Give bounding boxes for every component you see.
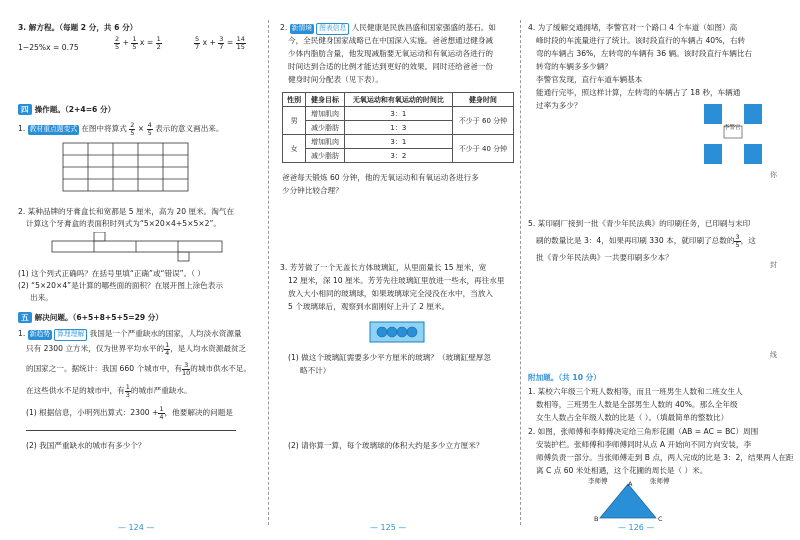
q5-line-3: 批《青少年民法典》一共要印刷多少本？	[536, 253, 673, 262]
table-cell: 增加肌肉	[306, 135, 345, 149]
binding-mark-1: 你	[770, 171, 777, 179]
table-cell: 3：1	[344, 107, 452, 121]
answer-line[interactable]	[26, 430, 236, 431]
q3-line-2: 12 厘米，深 10 厘米。芳芳先往玻璃缸里放进一些水，再往水里	[288, 276, 505, 285]
table-cell: 减少脂肪	[306, 121, 345, 135]
q5-sub-1: (1) 根据信息，小明列出算式：2300 + $\frac{1}{4}$ ，他要解决的问题是	[26, 405, 233, 421]
q2-sub-1: (1) 这个列式正确吗？在括号里填“正确”或“错误”。（ ）	[18, 269, 205, 278]
section-5-heading: 五 解决问题。（6+5+8+5+5=29 分）	[18, 312, 163, 323]
page-divider-2	[520, 20, 521, 525]
bonus-2-line-3: 师傅负责一部分。当张师傅走到 B 点，两人完成的比是 3：2，结果两人在距	[536, 453, 794, 462]
binding-mark-2: 封	[770, 261, 777, 269]
q2-line-3: 少体内脂肪含量，他发现减脂要无氧运动和有氧运动各进行的	[288, 49, 494, 58]
bonus-2-line-1: 2. 如图，张师傅和李师傅决定给三角形花圃（AB = AC = BC）周围	[528, 427, 759, 436]
q5-line-2: 刷的数量比是 3：4，如果再印刷 330 本，就印刷了总数的 $\frac{3}{5}$ ，这	[536, 233, 756, 249]
q2-line-1: 2. 某种品牌的牙膏盒长和宽都是 5 厘米，高为 20 厘米。淘气在	[18, 207, 235, 216]
bonus-2-line-4: 离 C 点 60 米处相遇，这个花圃的周长是（ ）米。	[536, 466, 708, 475]
q1-line: 1. 教材重点题变式 在图中将算式 $\frac{2}{5}$ × $\frac{4}{5}$ 表示的意义画出来。	[18, 121, 224, 137]
q2-sub-3: 出来。	[30, 293, 53, 302]
q5-line-4: 在这些供水不足的城市中，有 $\frac{1}{3}$ 的城市严重缺水。	[26, 383, 192, 399]
box-net-diagram[interactable]	[42, 232, 242, 262]
right-page	[528, 22, 794, 523]
bonus-title: 附加题。（共 10 分）	[528, 373, 601, 382]
section-4-heading: 四 操作题。（2+4=6 分）	[18, 104, 115, 115]
table-cell: 3：1	[344, 135, 452, 149]
table-cell: 1：3	[344, 121, 452, 135]
table-cell: 男	[283, 107, 306, 135]
q2-line-5: 健身时间分配表（见下表）。	[288, 75, 383, 84]
table-cell: 不少于 60 分钟	[452, 107, 513, 135]
q1-tag: 教材重点题变式	[29, 125, 78, 133]
fitness-time-table	[282, 92, 514, 163]
q3-sub-1b: 略不计）	[300, 366, 331, 375]
equation-1: 1−25%x = 0.75	[18, 43, 79, 52]
label-li: 李师傅	[588, 477, 608, 485]
table-header-row	[283, 93, 514, 107]
q4-line-1: 4. 为了缓解交通拥堵，李警官对一个路口 4 个车道（如图）高	[528, 23, 738, 32]
label-c: C	[658, 515, 663, 523]
glass-tank-illustration	[368, 318, 428, 344]
q2-line-4: 时间达到合适的比例才能达到更好的效果。同时还给爸爸一份	[288, 62, 494, 71]
bonus-1-line-3: 女生人数占全年级人数的比是（ ）。（填最简单的整数比）	[536, 413, 729, 422]
table-row	[283, 135, 514, 149]
q3-line-4: 5 个玻璃球后，观察到水面刚好上升了 2 厘米。	[288, 302, 450, 311]
q2-line-2: 今，全民健身国家战略已在中国深入实施。爸爸想通过健身减	[288, 36, 494, 45]
table-cell: 增加肌肉	[306, 107, 345, 121]
page-number-124: — 124 —	[118, 523, 155, 532]
table-header: 无氧运动和有氧运动的时间比	[344, 93, 452, 107]
table-row	[283, 107, 514, 121]
table-header: 健身目标	[306, 93, 345, 107]
q3-line-1: 3. 芳芳做了一个无盖长方体玻璃缸，从里面量长 15 厘米，宽	[280, 263, 487, 272]
table-cell: 减少脂肪	[306, 149, 345, 163]
intersection-diagram	[704, 104, 764, 166]
q3-title: 3. 解方程。（每题 2 分，共 6 分）	[18, 23, 138, 32]
bonus-1-line-1: 1. 某校六年级三个班人数相等，而且一班男生人数和二班女生人	[528, 387, 743, 396]
table-cell: 女	[283, 135, 306, 163]
q2-sub-2: (2) “5×20×4”是计算的哪些面的面积？在展开图上涂色表示	[18, 281, 223, 290]
equation-2: $\frac{2}{5}$ + $\frac{1}{5}$ x = $\frac{1}{2}$	[115, 35, 161, 51]
bonus-1-line-2: 数相等，三班男生人数是全部男生人数的 40%。那么全年级	[536, 400, 738, 409]
label-zhang: 张师傅	[650, 477, 670, 485]
middle-page	[280, 22, 516, 522]
q3-line-3: 放入大小相同的玻璃球，如果玻璃球完全浸没在水中，当放入	[288, 289, 494, 298]
q4-line-2: 峰时段的车流量进行了统计。该时段直行的车辆占 40%，右转	[536, 36, 746, 45]
q4-line-7: 过率为多少？	[536, 101, 582, 110]
q5-line-1: 1. 新趋势 算理理解 我国是一个严重缺水的国家，人均淡水资源量	[18, 328, 242, 341]
equation-3: $\frac{5}{7}$ x + $\frac{3}{7}$ = $\frac{14}{15}$	[195, 35, 245, 51]
q2-line-2: 计算这个牙膏盒的表面积时列式为“5×20×4+5×5×2”。	[26, 219, 221, 228]
label-b: B	[594, 515, 599, 523]
q5-sub-2: (2) 我国严重缺水的城市有多少个？	[26, 441, 146, 450]
q4-line-4: 转弯的车辆多多少辆？	[536, 62, 612, 71]
q5-line-3: 的国家之一。据统计：我国 660 个城市中，有 $\frac{3}{10}$ 的城市供水不足。	[26, 361, 252, 377]
q2-line-1: 2. 新情境 图表信息 人民健康是民族昌盛和国家强盛的基石。如	[280, 22, 496, 35]
q5-line-2: 只有 2300 立方米，仅为世界平均水平的 $\frac{1}{4}$ ，是人均水资源最贫乏	[26, 341, 247, 357]
left-page	[18, 22, 258, 522]
grid-drawing-area[interactable]	[62, 142, 192, 194]
q5-line-1: 5. 某印刷厂接到一批《青少年民法典》的印刷任务，已印刷与未印	[528, 219, 751, 228]
table-header: 性别	[283, 93, 306, 107]
q2-ask-2: 少分钟比较合理？	[282, 186, 343, 195]
q3-sub-2: (2) 请你算一算，每个玻璃球的体积大约是多少立方厘米？	[288, 441, 484, 450]
label-a: A	[628, 480, 633, 488]
page-divider-1	[268, 20, 269, 525]
page-number-126: — 126 —	[618, 523, 655, 532]
bonus-2-line-2: 安装护栏。张师傅和李师傅同时从点 A 开始向不同方向安装，李	[536, 440, 752, 449]
police-label: 李警官	[724, 125, 741, 131]
table-header: 健身时间	[452, 93, 513, 107]
binding-mark-3: 线	[770, 351, 777, 359]
q3-sub-1a: (1) 做这个玻璃缸需要多少平方厘米的玻璃？（玻璃缸壁厚忽	[288, 353, 492, 362]
page-number-125: — 125 —	[370, 523, 407, 532]
table-cell: 不少于 40 分钟	[452, 135, 513, 163]
q2-ask-1: 爸爸每天锻炼 60 分钟，他的无氧运动和有氧运动各进行多	[282, 173, 479, 182]
q4-line-3: 弯的车辆占 36%，左转弯的车辆有 36 辆。该时段直行车辆比右	[536, 49, 753, 58]
q4-line-5: 李警官发现，直行车道车辆基本	[536, 75, 643, 84]
q4-line-6: 能通行完毕，照这样计算，左转弯的车辆占了 18 秒，车辆通	[536, 88, 741, 97]
table-cell: 3：2	[344, 149, 452, 163]
